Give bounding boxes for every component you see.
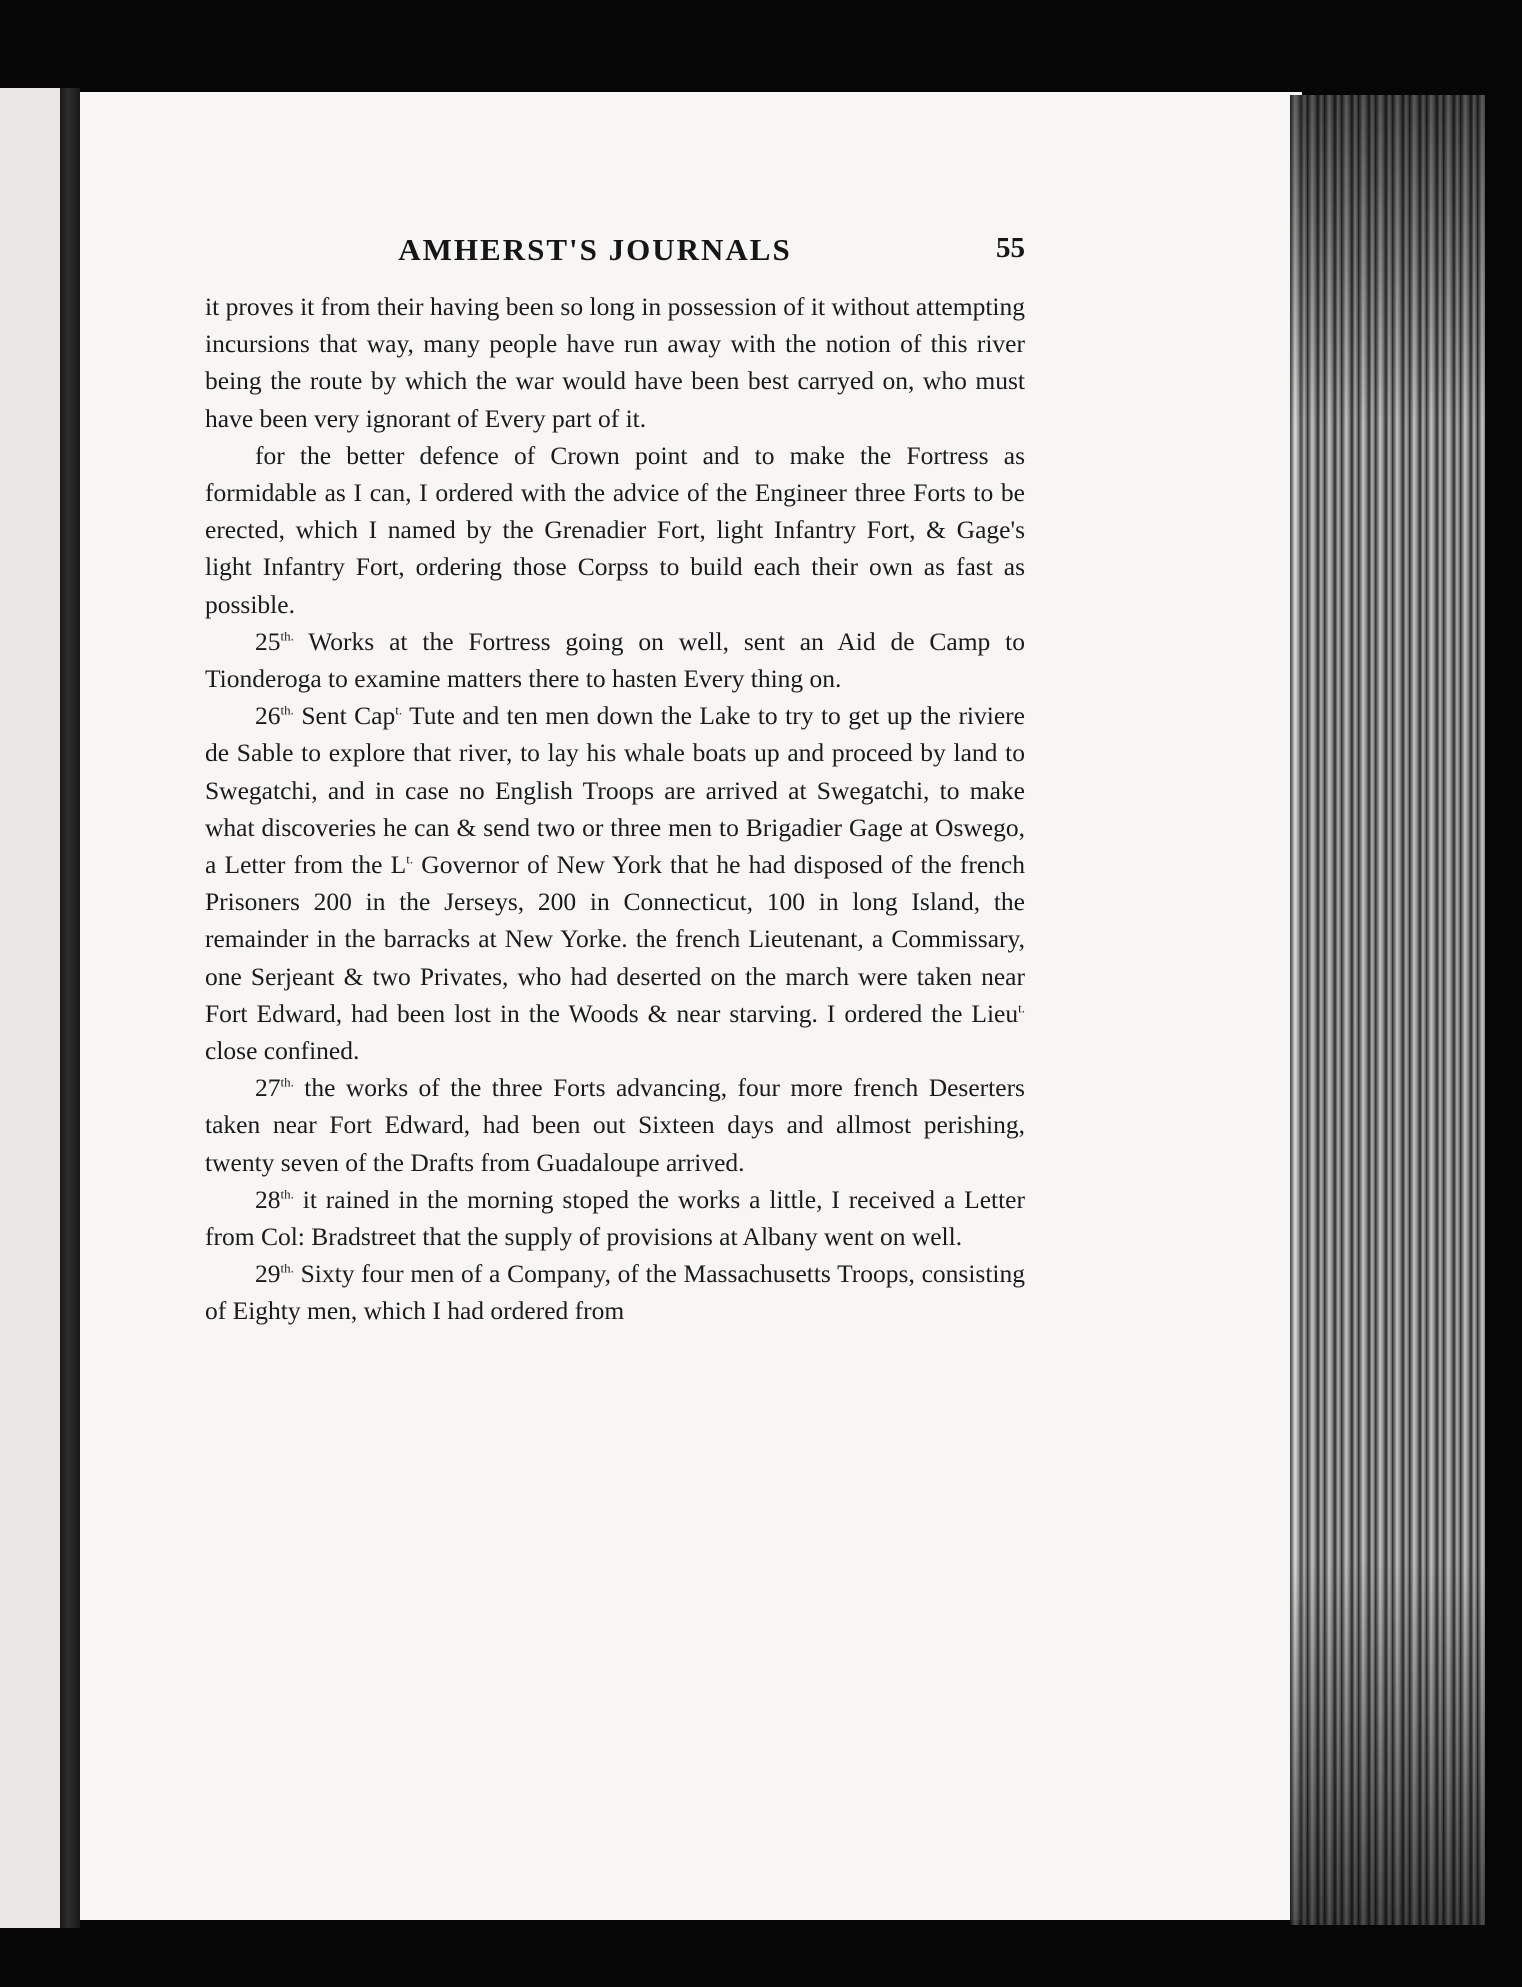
ordinal-suffix: th. (280, 1074, 294, 1090)
diary-entry (205, 697, 1025, 1069)
entry-text: Tute and ten men down the Lake to try to get up the riviere de Sable to explore that river, to lay his whale boats up and proceed by land to Swegatchi, and in case no English Troops are arrived at Swegatchi, to make what discoveries he can & send two or three men to Brigadier Gage at Oswego, a Letter from the L (205, 701, 1025, 880)
running-head (205, 232, 1025, 276)
ordinal-suffix: th. (280, 1186, 294, 1202)
diary-entry (205, 1069, 1025, 1181)
running-title: AMHERST'S JOURNALS (398, 232, 792, 267)
paragraph (205, 437, 1025, 623)
diary-entry (205, 1181, 1025, 1255)
body-text (205, 288, 1025, 1330)
page-content (205, 232, 1025, 1330)
entry-day: 25 (255, 626, 281, 656)
abbreviation-suffix: t. (395, 702, 403, 718)
entry-day: 26 (255, 701, 281, 731)
page-number: 55 (996, 232, 1025, 264)
entry-day: 27 (255, 1073, 281, 1103)
ordinal-suffix: th. (280, 702, 294, 718)
entry-day: 29 (255, 1259, 281, 1289)
entry-text: Sent Cap (293, 701, 396, 731)
entry-text: close confined. (205, 1036, 360, 1066)
entry-text: it rained in the morning stoped the works a little, I received a Letter from Col: Bradstreet that the supply of provisions at Albany went on well. (205, 1184, 1025, 1252)
entry-text: Governor of New York that he had disposed of the french Prisoners 200 in the Jerseys, 200 in Connecticut, 100 in long Island, the remainder in the barracks at New Yorke. the french Lieutenant, a Commissary, one Serjeant & two Privates, who had deserted on the march were taken near Fort Edward, had been lost in the Woods & near starving. I ordered the Lieu (205, 850, 1025, 1028)
abbreviation-suffix: t. (1018, 1000, 1025, 1016)
entry-text: Sixty four men of a Company, of the Massachusetts Troops, consisting of Eighty men, which I had ordered from (205, 1259, 1025, 1326)
entry-day: 28 (255, 1184, 281, 1214)
diary-entry (205, 1255, 1025, 1329)
entry-text: Works at the Fortress going on well, sent an Aid de Camp to Tionderoga to examine matters there to hasten Every thing on. (205, 626, 1025, 694)
ordinal-suffix: th. (280, 1260, 294, 1276)
abbreviation-suffix: t. (406, 851, 414, 867)
book-gutter (60, 88, 80, 1928)
paragraph-text: for the better defence of Crown point and to make the Fortress as formidable as I can, I ordered with the advice of the Engineer three Forts to be erected, which I named by the Grenadier Fort, light Infantry Fort, & Gage's light Infantry Fort, ordering those Corpss to build each their own as fast as possible. (205, 440, 1025, 619)
diary-entry (205, 623, 1025, 697)
entry-text: the works of the three Forts advancing, four more french Deserters taken near Fort Edward, had been out Sixteen days and allmost perishing, twenty seven of the Drafts from Guadaloupe arrived. (205, 1073, 1025, 1177)
page-edge-shadow (1290, 95, 1485, 1925)
ordinal-suffix: th. (280, 628, 294, 644)
facing-page-edge (0, 88, 62, 1928)
paragraph (205, 288, 1025, 437)
paragraph-text: it proves it from their having been so long in possession of it without attempting incursions that way, many people have run away with the notion of this river being the route by which the war would have been best carryed on, who must have been very ignorant of Every part of it. (205, 292, 1025, 433)
